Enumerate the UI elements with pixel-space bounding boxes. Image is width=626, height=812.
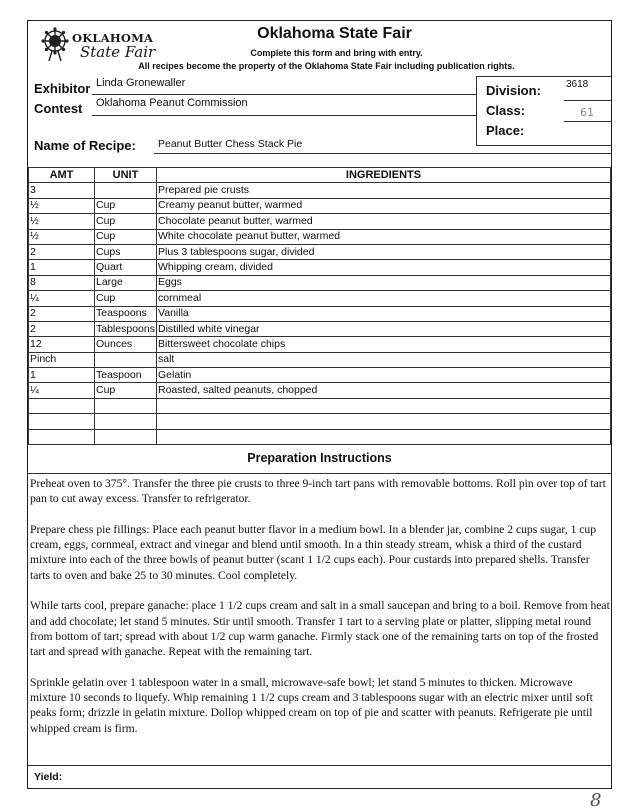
class-underline <box>564 121 612 122</box>
ingredients-header-row <box>29 168 611 183</box>
ingredient-name[interactable]: Distilled white vinegar <box>157 321 611 336</box>
ingredient-name[interactable] <box>157 429 611 444</box>
ingredient-name[interactable]: Roasted, salted peanuts, chopped <box>157 383 611 398</box>
ingredient-amount[interactable] <box>29 398 95 413</box>
logo-state-fair-text: State Fair <box>80 43 156 61</box>
ingredient-row <box>29 198 611 213</box>
ingredient-row <box>29 275 611 290</box>
division-underline <box>564 100 612 101</box>
ingredient-amount[interactable]: 2 <box>29 306 95 321</box>
ingredient-row <box>29 244 611 259</box>
ingredient-amount[interactable]: ¼ <box>29 291 95 306</box>
ingredients-table <box>28 167 611 445</box>
ingredient-name[interactable]: salt <box>157 352 611 367</box>
ingredient-name[interactable] <box>157 398 611 413</box>
instruction-paragraph: Prepare chess pie fillings: Place each peanut butter flavor in a medium bowl. In a blender jar, combine 2 cups sugar, 1 cup cream, eggs, cornmeal, extract and vinegar and blend until smooth. In a thin steady stream, whisk a third of the custard mixture into each of the three bowls of peanut butter (scant 1 1/2 cups each). Pour custards into prepared shells. Transfer tarts to oven and bake 25 to 30 minutes. Cool completely. <box>30 522 597 582</box>
ingredient-row <box>29 352 611 367</box>
instruction-paragraph: While tarts cool, prepare ganache: place 1 1/2 cups cream and salt in a small saucepan and bring to a boil. Remove from heat and add chocolate; let stand 5 minutes. Stir until smooth. Transfer 1 tart to a serving plate or platter, slipping metal round from bottom of tart; spread with about 1/2 cup warm ganache. Firmly stack one of the remaining tarts on top of the frosted tart and spread with ganache. Repeat with the remaining tart. <box>30 599 610 659</box>
ingredient-unit[interactable]: Teaspoon <box>95 368 157 383</box>
ingredient-row <box>29 214 611 229</box>
ingredient-name[interactable]: Bittersweet chocolate chips <box>157 337 611 352</box>
ingredient-row <box>29 383 611 398</box>
ingredient-name[interactable]: Chocolate peanut butter, warmed <box>157 214 611 229</box>
ingredient-row <box>29 398 611 413</box>
ingredient-unit[interactable]: Cup <box>95 214 157 229</box>
unit-header: UNIT <box>95 168 157 183</box>
ingredient-unit[interactable] <box>95 429 157 444</box>
class-field[interactable]: 61 <box>580 106 594 119</box>
ingredient-name[interactable]: Whipping cream, divided <box>157 260 611 275</box>
ingredient-row <box>29 368 611 383</box>
yield-label: Yield: <box>34 771 63 783</box>
ingredient-amount[interactable]: ½ <box>29 198 95 213</box>
ingredient-amount[interactable]: 2 <box>29 244 95 259</box>
recipe-name-underline <box>154 153 611 154</box>
instruction-paragraph: Preheat oven to 375°. Transfer the three pie crusts to three 9-inch tart pans with removable bottoms. Roll pin over top of tart pan to cut away excess. Transfer to refrigerator. <box>30 477 606 506</box>
ingredient-unit[interactable]: Teaspoons <box>95 306 157 321</box>
ingredient-unit[interactable]: Cup <box>95 198 157 213</box>
ingredient-unit[interactable]: Cups <box>95 244 157 259</box>
ingredient-row <box>29 306 611 321</box>
ingredient-amount[interactable]: 12 <box>29 337 95 352</box>
ingredient-row <box>29 414 611 429</box>
yield-divider <box>28 765 611 766</box>
publication-notice: All recipes become the property of the Oklahoma State Fair including publication rights. <box>138 61 515 71</box>
class-label: Class: <box>486 103 526 118</box>
amt-header: AMT <box>29 168 95 183</box>
recipe-name-label: Name of Recipe: <box>34 138 136 153</box>
contest-underline <box>92 115 476 116</box>
exhibitor-field[interactable]: Linda Gronewaller <box>96 77 186 89</box>
contest-label: Contest <box>34 101 83 116</box>
ingredient-unit[interactable] <box>95 352 157 367</box>
ingredient-amount[interactable] <box>29 429 95 444</box>
division-box <box>476 76 612 146</box>
instruction-paragraph: Sprinkle gelatin over 1 tablespoon water in a small, microwave-safe bowl; let stand 5 minutes to thicken. Microwave mixture 10 seconds to liquefy. Whip remaining 1 1/2 cups cream and 3 tablespoons sugar with an electric mixer until soft peaks form; drizzle in gelatin mixture. Dollop whipped cream on top of pie and scatter with peanuts. Refrigerate pie until whipped cream is firm. <box>30 675 593 735</box>
form-title: Oklahoma State Fair <box>257 25 412 42</box>
contest-field[interactable]: Oklahoma Peanut Commission <box>96 97 248 109</box>
handwritten-page-number: 8 <box>590 790 602 811</box>
exhibitor-underline <box>92 94 476 95</box>
ingredient-name[interactable]: Vanilla <box>157 306 611 321</box>
ingredient-name[interactable]: Plus 3 tablespoons sugar, divided <box>157 244 611 259</box>
ingredient-amount[interactable]: 1 <box>29 260 95 275</box>
exhibitor-label: Exhibitor <box>34 81 91 96</box>
ingredient-name[interactable] <box>157 414 611 429</box>
ingredient-unit[interactable]: Tablespoons <box>95 321 157 336</box>
ingredient-name[interactable]: cornmeal <box>157 291 611 306</box>
ingredient-name[interactable]: Eggs <box>157 275 611 290</box>
ingredient-row <box>29 321 611 336</box>
ingredients-header: INGREDIENTS <box>157 168 611 183</box>
ingredient-amount[interactable] <box>29 414 95 429</box>
ingredient-name[interactable]: Creamy peanut butter, warmed <box>157 198 611 213</box>
ingredient-amount[interactable]: ¼ <box>29 383 95 398</box>
place-label: Place: <box>486 123 525 138</box>
ingredient-unit[interactable] <box>95 183 157 198</box>
ingredient-row <box>29 429 611 444</box>
preparation-heading: Preparation Instructions <box>247 451 392 465</box>
ingredient-row <box>29 183 611 198</box>
ingredient-unit[interactable]: Ounces <box>95 337 157 352</box>
ingredient-unit[interactable] <box>95 414 157 429</box>
recipe-entry-form <box>27 20 612 789</box>
ingredient-name[interactable]: Prepared pie crusts <box>157 183 611 198</box>
ingredient-row <box>29 229 611 244</box>
preparation-instructions[interactable] <box>30 476 610 751</box>
ingredient-amount[interactable]: 3 <box>29 183 95 198</box>
preparation-divider <box>28 473 611 474</box>
ingredient-unit[interactable]: Large <box>95 275 157 290</box>
division-label: Division: <box>486 83 541 98</box>
ingredient-amount[interactable]: 8 <box>29 275 95 290</box>
ingredient-amount[interactable]: 2 <box>29 321 95 336</box>
recipe-name-field[interactable]: Peanut Butter Chess Stack Pie <box>158 138 303 150</box>
ingredient-row <box>29 291 611 306</box>
ingredient-amount[interactable]: ½ <box>29 214 95 229</box>
ingredient-amount[interactable]: 1 <box>29 368 95 383</box>
ingredient-amount[interactable]: Pinch <box>29 352 95 367</box>
ingredient-unit[interactable]: Quart <box>95 260 157 275</box>
division-field[interactable]: 3618 <box>566 79 589 90</box>
ingredient-unit[interactable] <box>95 398 157 413</box>
ingredient-unit[interactable]: Cup <box>95 291 157 306</box>
ingredient-row <box>29 337 611 352</box>
ingredient-unit[interactable]: Cup <box>95 383 157 398</box>
form-subtitle: Complete this form and bring with entry. <box>250 48 423 58</box>
ingredient-name[interactable]: White chocolate peanut butter, warmed <box>157 229 611 244</box>
ingredient-amount[interactable]: ½ <box>29 229 95 244</box>
ingredient-row <box>29 260 611 275</box>
logo-oklahoma-text: OKLAHOMA <box>72 31 154 45</box>
ingredient-unit[interactable]: Cup <box>95 229 157 244</box>
ingredient-name[interactable]: Gelatin <box>157 368 611 383</box>
